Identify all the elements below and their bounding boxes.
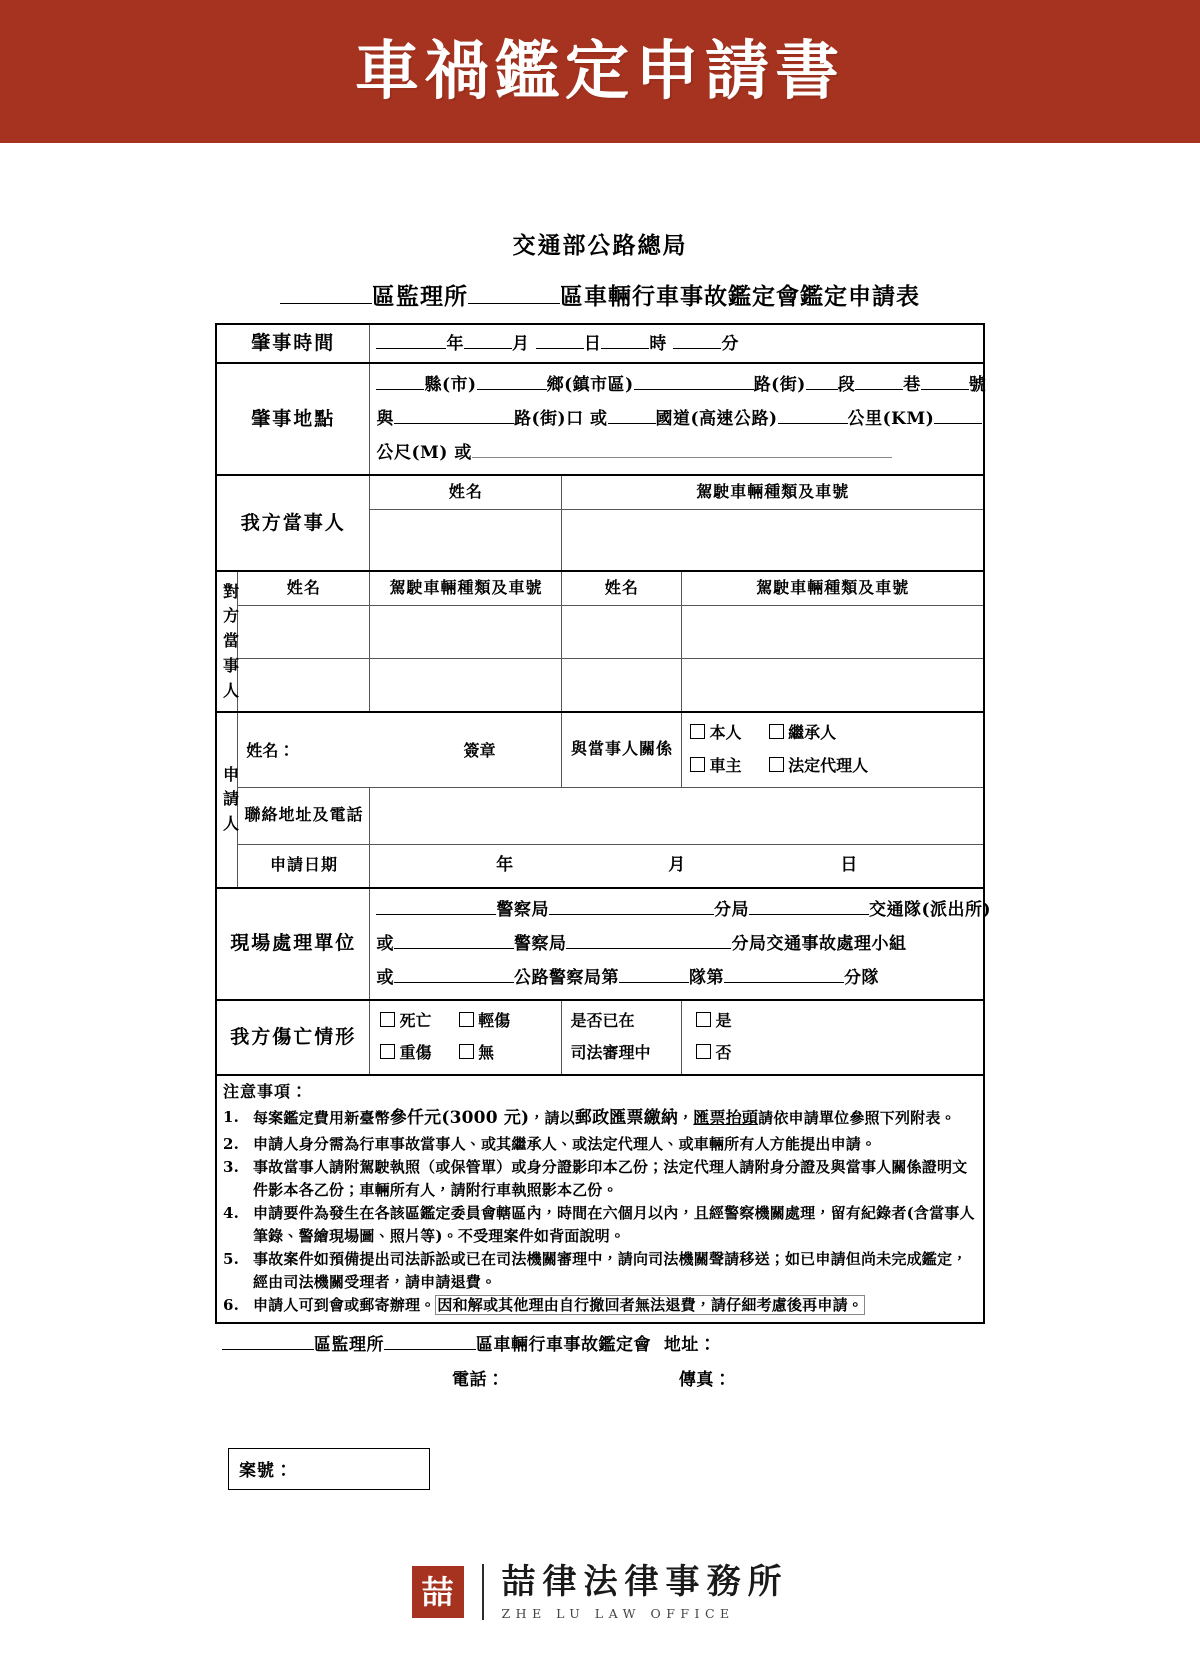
document-page: [0, 143, 1200, 1490]
our-party-name-value[interactable]: [370, 510, 562, 572]
highway-police-label: 公路警察局第: [513, 967, 619, 988]
note-segment: 事故當事人請附駕駛執照（或保管單）或身分證影印本乙份；法定代理人請附身分證及與當事人關係證明文件影本各乙份；車輛所有人，請附行車執照影本乙份。: [252, 1158, 968, 1199]
number-blank[interactable]: [921, 389, 969, 390]
applicant-name-label: 姓名：: [246, 740, 295, 760]
our-party-label: 我方當事人: [216, 475, 370, 571]
scene-unit-fields: [370, 888, 992, 1000]
row-applicant-name: [216, 712, 984, 787]
note-segment: 申請要件為發生在各該區鑑定委員會轄區內，時間在六個月以內，且經警察機關處理，留有紀錄者(含當事人筆錄、警繪現場圖、照片等)。不受理案件如背面說明。: [252, 1204, 975, 1245]
month-unit: 月: [511, 333, 530, 354]
place-line-2: [376, 402, 977, 436]
subteam-label: 分隊: [843, 967, 879, 988]
road-label: 路(街): [753, 375, 806, 396]
our-party-vehicle-value[interactable]: [562, 510, 984, 572]
km-blank[interactable]: [778, 423, 848, 424]
applicant-date-year: 年: [496, 855, 514, 876]
other-party-name-value-1a[interactable]: [238, 606, 370, 659]
judicial-row-no: [696, 1037, 969, 1070]
scene-unit-label: 現場處理單位: [216, 888, 370, 1000]
police-label-2: 警察局: [513, 933, 567, 954]
row-accident-time: [216, 324, 984, 363]
casualty-row-2: [380, 1037, 551, 1070]
lane-label: 巷: [903, 375, 921, 396]
footer-fax-label: 傳真：: [678, 1369, 732, 1390]
law-office-logo: [0, 1490, 1200, 1661]
applicant-relation-options: [682, 712, 984, 787]
row-other-party-2: [216, 659, 984, 713]
year-blank[interactable]: [376, 348, 446, 349]
place-line-3: [376, 436, 977, 470]
note-text: [253, 1156, 977, 1201]
minute-blank[interactable]: [673, 348, 721, 349]
other-party-name-header-1: 姓名: [238, 571, 370, 605]
note-number: 5.: [222, 1250, 240, 1269]
judicial-question-label: [562, 1000, 682, 1076]
footer-committee-label: 區車輛行車事故鑑定會: [476, 1334, 651, 1355]
judicial-row-yes: [696, 1005, 969, 1038]
place-or-label: 或: [454, 443, 472, 464]
other-party-vehicle-value-1b[interactable]: [682, 606, 984, 659]
other-party-vehicle-header-2: 駕駛車輛種類及車號: [682, 571, 984, 605]
casualty-label: 我方傷亡情形: [216, 1000, 370, 1076]
place-free-blank[interactable]: [472, 457, 892, 458]
note-segment: ，: [678, 1109, 694, 1128]
year-unit: 年: [446, 333, 464, 354]
relation-option-owner[interactable]: 車主: [690, 750, 741, 783]
branch-label-1: 分局: [713, 899, 749, 920]
note-item: [223, 1202, 977, 1247]
county-blank[interactable]: [376, 389, 424, 390]
relation-option-heir[interactable]: 繼承人: [769, 717, 836, 750]
page-title: 車禍鑑定申請書: [355, 33, 845, 109]
day-unit: 日: [583, 333, 602, 354]
branch-group-label: 分局交通事故處理小組: [731, 933, 907, 954]
applicant-seal-label: 簽章: [463, 740, 496, 760]
office-contact: [216, 1330, 984, 1390]
notes-list: [223, 1106, 977, 1317]
police-blank-2[interactable]: [394, 948, 514, 949]
row-scene-unit: [216, 888, 984, 1000]
checkbox-icon[interactable]: [769, 757, 784, 772]
casualty-option-death[interactable]: 死亡: [380, 1005, 431, 1038]
checkbox-icon[interactable]: [380, 1012, 395, 1027]
other-party-vehicle-value-2b[interactable]: [682, 659, 984, 713]
row-notes: [216, 1075, 984, 1322]
note-item: [223, 1133, 977, 1156]
place-line-1: [376, 368, 987, 402]
other-party-name-value-2a[interactable]: [238, 659, 370, 713]
row-applicant-address: [216, 787, 984, 844]
branch-blank-2[interactable]: [566, 948, 731, 949]
checkbox-icon[interactable]: [459, 1044, 474, 1059]
applicant-name-cell[interactable]: [238, 712, 562, 787]
judicial-label-line2: 司法審理中: [570, 1043, 651, 1063]
office-phone-fax-line: [216, 1365, 984, 1390]
row-our-party-header: [216, 475, 984, 509]
case-number-box[interactable]: [228, 1448, 430, 1490]
subteam-blank[interactable]: [724, 982, 844, 983]
main-form-table: [215, 323, 992, 1324]
other-party-vehicle-value-1a[interactable]: [370, 606, 562, 659]
row-accident-place: [216, 363, 984, 475]
judicial-option-no[interactable]: 否: [696, 1037, 731, 1070]
note-text: [253, 1133, 977, 1156]
other-party-name-value-1b[interactable]: [562, 606, 682, 659]
note-segment: 事故案件如預備提出司法訴訟或已在司法機關審理中，請向司法機關聲請移送；如已申請但尚未完成鑑定，經由司法機關受理者，請申請退費。: [252, 1250, 968, 1291]
checkbox-icon[interactable]: [459, 1012, 474, 1027]
note-text: [253, 1294, 977, 1317]
footer-phone-label: 電話：: [452, 1369, 505, 1390]
our-party-vehicle-header: 駕駛車輛種類及車號: [562, 475, 984, 509]
logo-name-cn: 喆律法律事務所: [501, 1561, 789, 1602]
district-committee-label: 區車輛行車事故鑑定會鑑定申請表: [560, 283, 920, 310]
case-number-wrap: [216, 1448, 984, 1490]
casualty-row-1: [380, 1005, 551, 1038]
branch-blank-1[interactable]: [549, 914, 714, 915]
other-party-name-header-2: 姓名: [562, 571, 682, 605]
office-contact-line: [216, 1330, 984, 1355]
row-other-party-1: [216, 606, 984, 659]
note-item: [223, 1106, 977, 1132]
note-segment: 申請人可到會或郵寄辦理。: [252, 1296, 436, 1315]
traffic-team-label: 交通隊(派出所): [868, 899, 992, 920]
footer-office-blank[interactable]: [222, 1349, 314, 1350]
day-blank[interactable]: [536, 348, 584, 349]
page-banner: [0, 0, 1200, 143]
section-label: 段: [837, 375, 856, 396]
note-emphasis: 參仟元(3000 元): [389, 1108, 530, 1129]
km-label: 公里(KM): [847, 409, 935, 430]
accident-place-label: 肇事地點: [216, 363, 370, 475]
accident-time-fields: [370, 324, 984, 363]
logo-divider: [482, 1564, 484, 1620]
checkbox-icon[interactable]: [696, 1044, 711, 1059]
relation-option-legal-agent[interactable]: 法定代理人: [769, 750, 868, 783]
note-text: [253, 1248, 977, 1293]
lane-blank[interactable]: [855, 389, 903, 390]
intersection-label: 路(街)口 或: [513, 409, 608, 430]
checkbox-icon[interactable]: [380, 1044, 395, 1059]
applicant-date-fields[interactable]: [370, 844, 984, 888]
applicant-date-month: 月: [668, 855, 686, 876]
traffic-team-blank[interactable]: [749, 914, 869, 915]
number-label: 號: [968, 375, 987, 396]
row-casualty: [216, 1000, 984, 1076]
accident-place-fields: [370, 363, 987, 475]
km-tail-blank[interactable]: [934, 423, 982, 424]
note-number: 4.: [222, 1204, 240, 1223]
month-blank[interactable]: [464, 348, 512, 349]
section-blank[interactable]: [806, 389, 838, 390]
footer-committee-blank[interactable]: [384, 1349, 476, 1350]
minute-unit: 分: [721, 333, 739, 354]
district-office-label: 區監理所: [372, 283, 468, 310]
other-party-label: 對 方 當 事 人: [216, 571, 238, 712]
logo-text-block: [501, 1561, 789, 1621]
note-item: [223, 1294, 977, 1317]
meter-label: 公尺(M): [376, 443, 448, 464]
applicant-label: 申 請 人: [216, 712, 238, 888]
row-other-party-header: [216, 571, 984, 605]
note-segment: 每案鑑定費用新臺幣: [252, 1109, 390, 1128]
note-boxed: 因和解或其他理由自行撤回者無法退費，請仔細考慮後再申請。: [437, 1296, 863, 1315]
township-label: 鄉(鎮市區): [546, 375, 634, 396]
note-underline: 匯票抬頭: [693, 1108, 759, 1128]
scene-unit-line-2: [376, 927, 977, 961]
notes-title: 注意事項：: [222, 1082, 308, 1102]
casualty-option-none[interactable]: 無: [459, 1037, 494, 1070]
relation-options-row-1: [690, 717, 975, 750]
scene-unit-line-3: [376, 961, 977, 995]
applicant-relation-label: 與當事人關係: [562, 712, 682, 787]
police-label-1: 警察局: [496, 899, 549, 920]
note-text: [253, 1202, 977, 1247]
note-number: 3.: [222, 1158, 240, 1177]
district-committee-blank[interactable]: [468, 303, 560, 304]
freeway-label: 國道(高速公路): [655, 409, 778, 430]
casualty-option-severe[interactable]: 重傷: [380, 1037, 431, 1070]
note-item: [223, 1248, 977, 1293]
note-number: 2.: [222, 1134, 240, 1153]
footer-address-label: 地址：: [663, 1334, 717, 1355]
case-number-label: 案號：: [239, 1461, 293, 1482]
checkbox-icon[interactable]: [769, 724, 784, 739]
note-number: 6.: [222, 1296, 240, 1315]
organization-name: 交通部公路總局: [512, 232, 688, 259]
other-party-name-value-2b[interactable]: [562, 659, 682, 713]
team-blank[interactable]: [619, 982, 689, 983]
note-text: [253, 1106, 977, 1132]
footer-office-label: 區監理所: [314, 1334, 384, 1355]
checkbox-icon[interactable]: [690, 757, 705, 772]
judicial-option-yes[interactable]: 是: [696, 1005, 731, 1038]
checkbox-icon[interactable]: [696, 1012, 711, 1027]
team-label: 隊第: [688, 967, 724, 988]
application-form: [205, 143, 995, 1490]
note-segment: ，請以: [529, 1109, 575, 1128]
applicant-address-value[interactable]: [370, 787, 984, 844]
logo-mark-icon: 喆: [412, 1566, 464, 1618]
relation-options-row-2: [690, 750, 975, 783]
note-segment: 申請人身分需為行車事故當事人、或其繼承人、或法定代理人、或車輛所有人方能提出申請。: [252, 1134, 877, 1153]
township-blank[interactable]: [477, 389, 547, 390]
district-office-blank[interactable]: [280, 303, 372, 304]
notes-section: [216, 1075, 984, 1322]
note-segment: 請依申請單位參照下列附表。: [758, 1109, 956, 1128]
freeway-blank[interactable]: [608, 423, 656, 424]
other-party-vehicle-value-2a[interactable]: [370, 659, 562, 713]
checkbox-icon[interactable]: [690, 724, 705, 739]
road-blank[interactable]: [634, 389, 754, 390]
form-subtitle: [205, 278, 995, 311]
logo-name-en: ZHE LU LAW OFFICE: [501, 1605, 735, 1621]
highway-police-blank[interactable]: [394, 982, 514, 983]
accident-time-label: 肇事時間: [216, 324, 370, 363]
police-blank-1[interactable]: [376, 914, 496, 915]
county-label: 縣(市): [424, 375, 477, 396]
note-item: [223, 1156, 977, 1201]
cross-road-blank[interactable]: [394, 423, 514, 424]
casualty-options: [370, 1000, 562, 1076]
with-label: 與: [376, 409, 394, 430]
applicant-date-label: 申請日期: [238, 844, 370, 888]
judicial-label-line1: 是否已在: [570, 1010, 635, 1030]
judicial-options: [682, 1000, 984, 1076]
scene-or-2: 或: [376, 967, 394, 988]
relation-option-self[interactable]: 本人: [690, 717, 741, 750]
other-party-vehicle-header-1: 駕駛車輛種類及車號: [370, 571, 562, 605]
note-emphasis: 郵政匯票繳納: [574, 1108, 679, 1129]
applicant-date-day: 日: [840, 855, 858, 876]
hour-blank[interactable]: [601, 348, 649, 349]
scene-unit-line-1: [376, 893, 992, 927]
applicant-address-label: 聯絡地址及電話: [238, 787, 370, 844]
casualty-option-minor[interactable]: 輕傷: [459, 1005, 510, 1038]
scene-or-1: 或: [376, 933, 394, 954]
our-party-name-header: 姓名: [370, 475, 562, 509]
row-applicant-date: [216, 844, 984, 888]
note-number: 1.: [222, 1108, 240, 1127]
hour-unit: 時: [649, 333, 667, 354]
